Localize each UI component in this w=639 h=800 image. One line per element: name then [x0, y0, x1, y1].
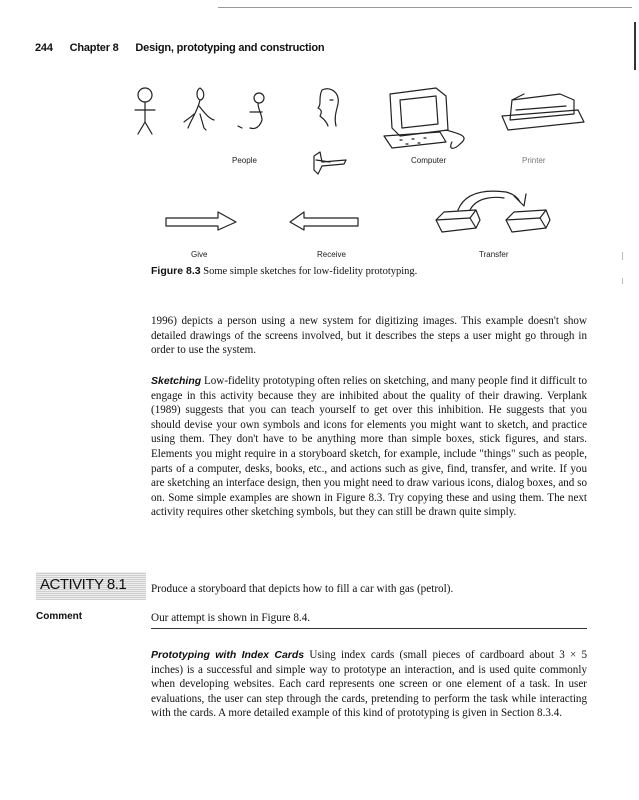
activity-label: ACTIVITY 8.1 [40, 576, 127, 593]
paragraph-index-cards [151, 648, 587, 721]
index-cards-heading: Prototyping with Index Cards [151, 649, 305, 661]
label-printer: Printer [522, 156, 546, 165]
label-transfer: Transfer [479, 250, 509, 259]
printer-sketch [502, 94, 584, 130]
chapter-title: Design, prototyping and construction [135, 42, 325, 54]
page-number: 244 [35, 42, 53, 54]
label-people: People [232, 156, 257, 165]
stick-figure-3 [238, 93, 264, 129]
chapter-label: Chapter 8 [69, 42, 119, 54]
label-computer: Computer [411, 156, 447, 165]
margin-mark-1 [622, 252, 623, 260]
sketch-figure [0, 70, 639, 260]
comment-label: Comment [36, 611, 83, 622]
margin-mark-2 [622, 278, 623, 284]
stick-figure-2 [184, 88, 214, 130]
index-cards-text: Using index cards (small pieces of cardboard about 3 × 5 inches) is a successful and simple way to prototype an interaction, and is used quite commonly when developing websites. Each card represents one screen or one element of a task. In user evaluations, the user can step through the cards, pretending to perform the task while interacting with the cards. A more detailed example of this kind of prototyping is given in Section 8.3.4. [151, 649, 587, 720]
hand-sketch [314, 152, 346, 174]
edge-mark [634, 22, 636, 70]
sketching-heading: Sketching [151, 375, 202, 387]
label-give: Give [191, 250, 208, 259]
transfer-sketch [436, 191, 550, 232]
paragraph-intro: 1996) depicts a person using a new system for digitizing images. This example doesn't show detailed drawings of the screens involved, but it describes the steps a user might go through in order to use the system. [151, 315, 587, 357]
figure-caption [151, 265, 417, 277]
running-header [35, 42, 324, 54]
stick-figure-1 [135, 88, 155, 134]
face-profile [318, 89, 338, 126]
receive-arrow [290, 212, 358, 230]
label-receive: Receive [317, 250, 346, 259]
give-arrow [166, 212, 236, 230]
top-rule [218, 7, 632, 8]
sketching-text: Low-fidelity prototyping often relies on sketching, and many people find it difficult to engage in this activity because they are inhibited about the quality of their drawing. Verplank (1989) suggests that you can teach yourself to get over this inhibition. He suggests that you should devise your own symbols and icons for elements you might want to sketch, and practice using them. They don't have to be anything more than simple boxes, stick figures, and stars. Elements you might require in a storyboard sketch, for example, include "things" such as people, parts of a computer, desks, books, etc., and actions such as give, find, transfer, and write. If you are sketching an interface design, then you might need to draw various icons, dialog boxes, and so on. Some simple examples are shown in Figure 8.3. Try copying these and using them. The next activity requires other sketching symbols, but they can still be drawn quite simply. [151, 375, 587, 519]
comment-text: Our attempt is shown in Figure 8.4. [151, 612, 311, 624]
computer-sketch [384, 88, 464, 148]
caption-text: Some simple sketches for low-fidelity prototyping. [200, 266, 418, 277]
paragraph-sketching [151, 374, 587, 520]
caption-label: Figure 8.3 [151, 265, 201, 277]
comment-rule [151, 628, 587, 629]
activity-text: Produce a storyboard that depicts how to fill a car with gas (petrol). [151, 583, 454, 595]
